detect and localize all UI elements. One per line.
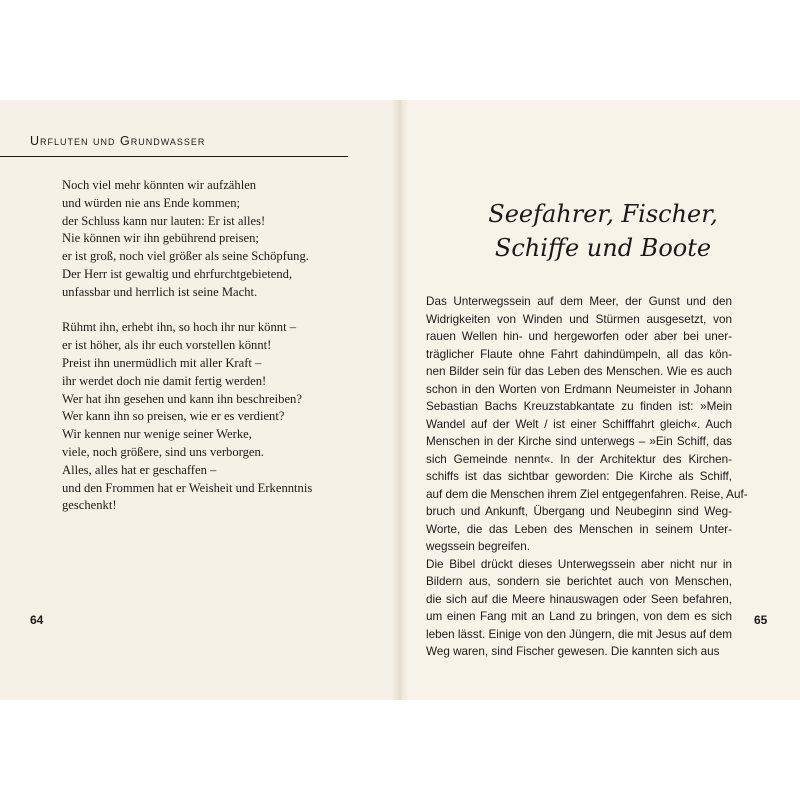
body-text [426,293,748,661]
stanza-1 [62,177,352,302]
poem-line: Rühmt ihn, erhebt ihn, so hoch ihr nur könnt – [62,320,297,335]
poem-line: viele, noch größere, sind uns verborgen. [62,444,264,459]
body-text-line: nen Bilder sein für das Leben des Menschen. Wie es auch [426,365,732,378]
page-number: 64 [30,613,44,627]
chapter-title-line: Seefahrer, Fischer, [488,200,718,228]
body-text-line: auf dem die Menschen ihrem Ziel entgegenfahren. Reise, Auf- [426,487,748,501]
body-text-line: schon in den Worten von Erdmann Neumeister in Johann [426,382,732,396]
book-gutter [392,100,408,700]
poem-line: Preist ihn unermüdlich mit aller Kraft – [62,355,262,370]
body-text-line: wegssein begreifen. [426,540,530,553]
poem-line: ihr werdet doch nie damit fertig werden! [62,373,267,388]
body-text-line: Die Bibel drückt dieses Unterwegssein aber nicht nur in [426,557,732,571]
body-text-line: Sebastian Bachs Kreuzstabkantate zu finden ist: »Mein [426,400,732,413]
body-text-line: Widrigkeiten von Winden und Stürmen ausgesetzt, von [426,312,732,326]
poem-line: Noch viel mehr könnten wir aufzählen [62,178,257,192]
poem-line: Wir kennen nur wenige seiner Werke, [62,427,252,442]
body-text-line: Bildern aus, sondern sie berichtet auch von Menschen, [426,575,732,588]
poem [62,177,352,533]
body-text-line: Weg waren, sind Fischer gewesen. Die kannten sich aus [426,645,720,658]
chapter-title-line: Schiffe und Boote [494,234,712,262]
running-head: Urfluten und Grundwasser [30,134,206,148]
page-number: 65 [754,613,768,627]
body-text-line: Worte, die das Leben des Menschen in seinem Unter- [426,522,732,536]
poem-line: Alles, alles hat er geschaffen – [62,462,217,477]
body-text-line: die sich auf die Meere hinauswagen oder Seen befahren, [426,592,732,606]
body-text-line: leben lässt. Einige von den Jüngern, die mit Jesus auf dem [426,627,732,641]
body-text-line: Wandel auf der Welt / ist einer Schifffahrt gleich«. Auch [426,417,732,431]
chapter-title [418,197,788,265]
book-spread [0,100,800,700]
poem-line: Wer kann ihn so preisen, wie er es verdient? [62,409,285,424]
body-text-line: rauen Wellen hin- und hergeworfen oder aber bei uner- [426,330,732,343]
poem-line: Nie können wir ihn gebührend preisen; [62,231,259,246]
stanza-2 [62,319,352,515]
body-text-line: sich Gemeinde nennt«. In der Architektur des Kirchen- [426,452,732,466]
poem-line: er ist höher, als ihr euch vorstellen könnt! [62,338,272,353]
body-text-line: Das Unterwegssein auf dem Meer, der Gunst und den [426,295,732,308]
left-page [0,100,398,700]
right-page [398,100,800,700]
poem-line: und würden nie ans Ende kommen; [62,195,241,210]
poem-line: er ist groß, noch viel größer als seine Schöpfung. [62,249,309,264]
body-text-line: schiffs ist das sichtbar geworden: Die Kirche als Schiff, [426,470,732,483]
body-text-line: bruch und Ankunft, Übergang und Neubeginn sind Weg- [426,505,732,518]
poem-line: der Schluss kann nur lauten: Er ist alles! [62,213,266,228]
poem-line: Wer hat ihn gesehen und kann ihn beschreiben? [62,391,302,406]
poem-line: unfassbar und herrlich ist seine Macht. [62,284,258,299]
body-text-line: Menschen in der Kirche sind unterwegs – »Ein Schiff, das [426,435,732,448]
header-rule [0,156,348,157]
body-text-line: träglicher Flaute ohne Fahrt dahindümpeln, all das kön- [426,347,732,361]
body-text-line: um einen Fang mit an Land zu bringen, von dem es sich [426,610,732,623]
poem-line: Der Herr ist gewaltig und ehrfurchtgebietend, [62,266,293,281]
poem-line: und den Frommen hat er Weisheit und Erkenntnis geschenkt! [62,480,313,513]
